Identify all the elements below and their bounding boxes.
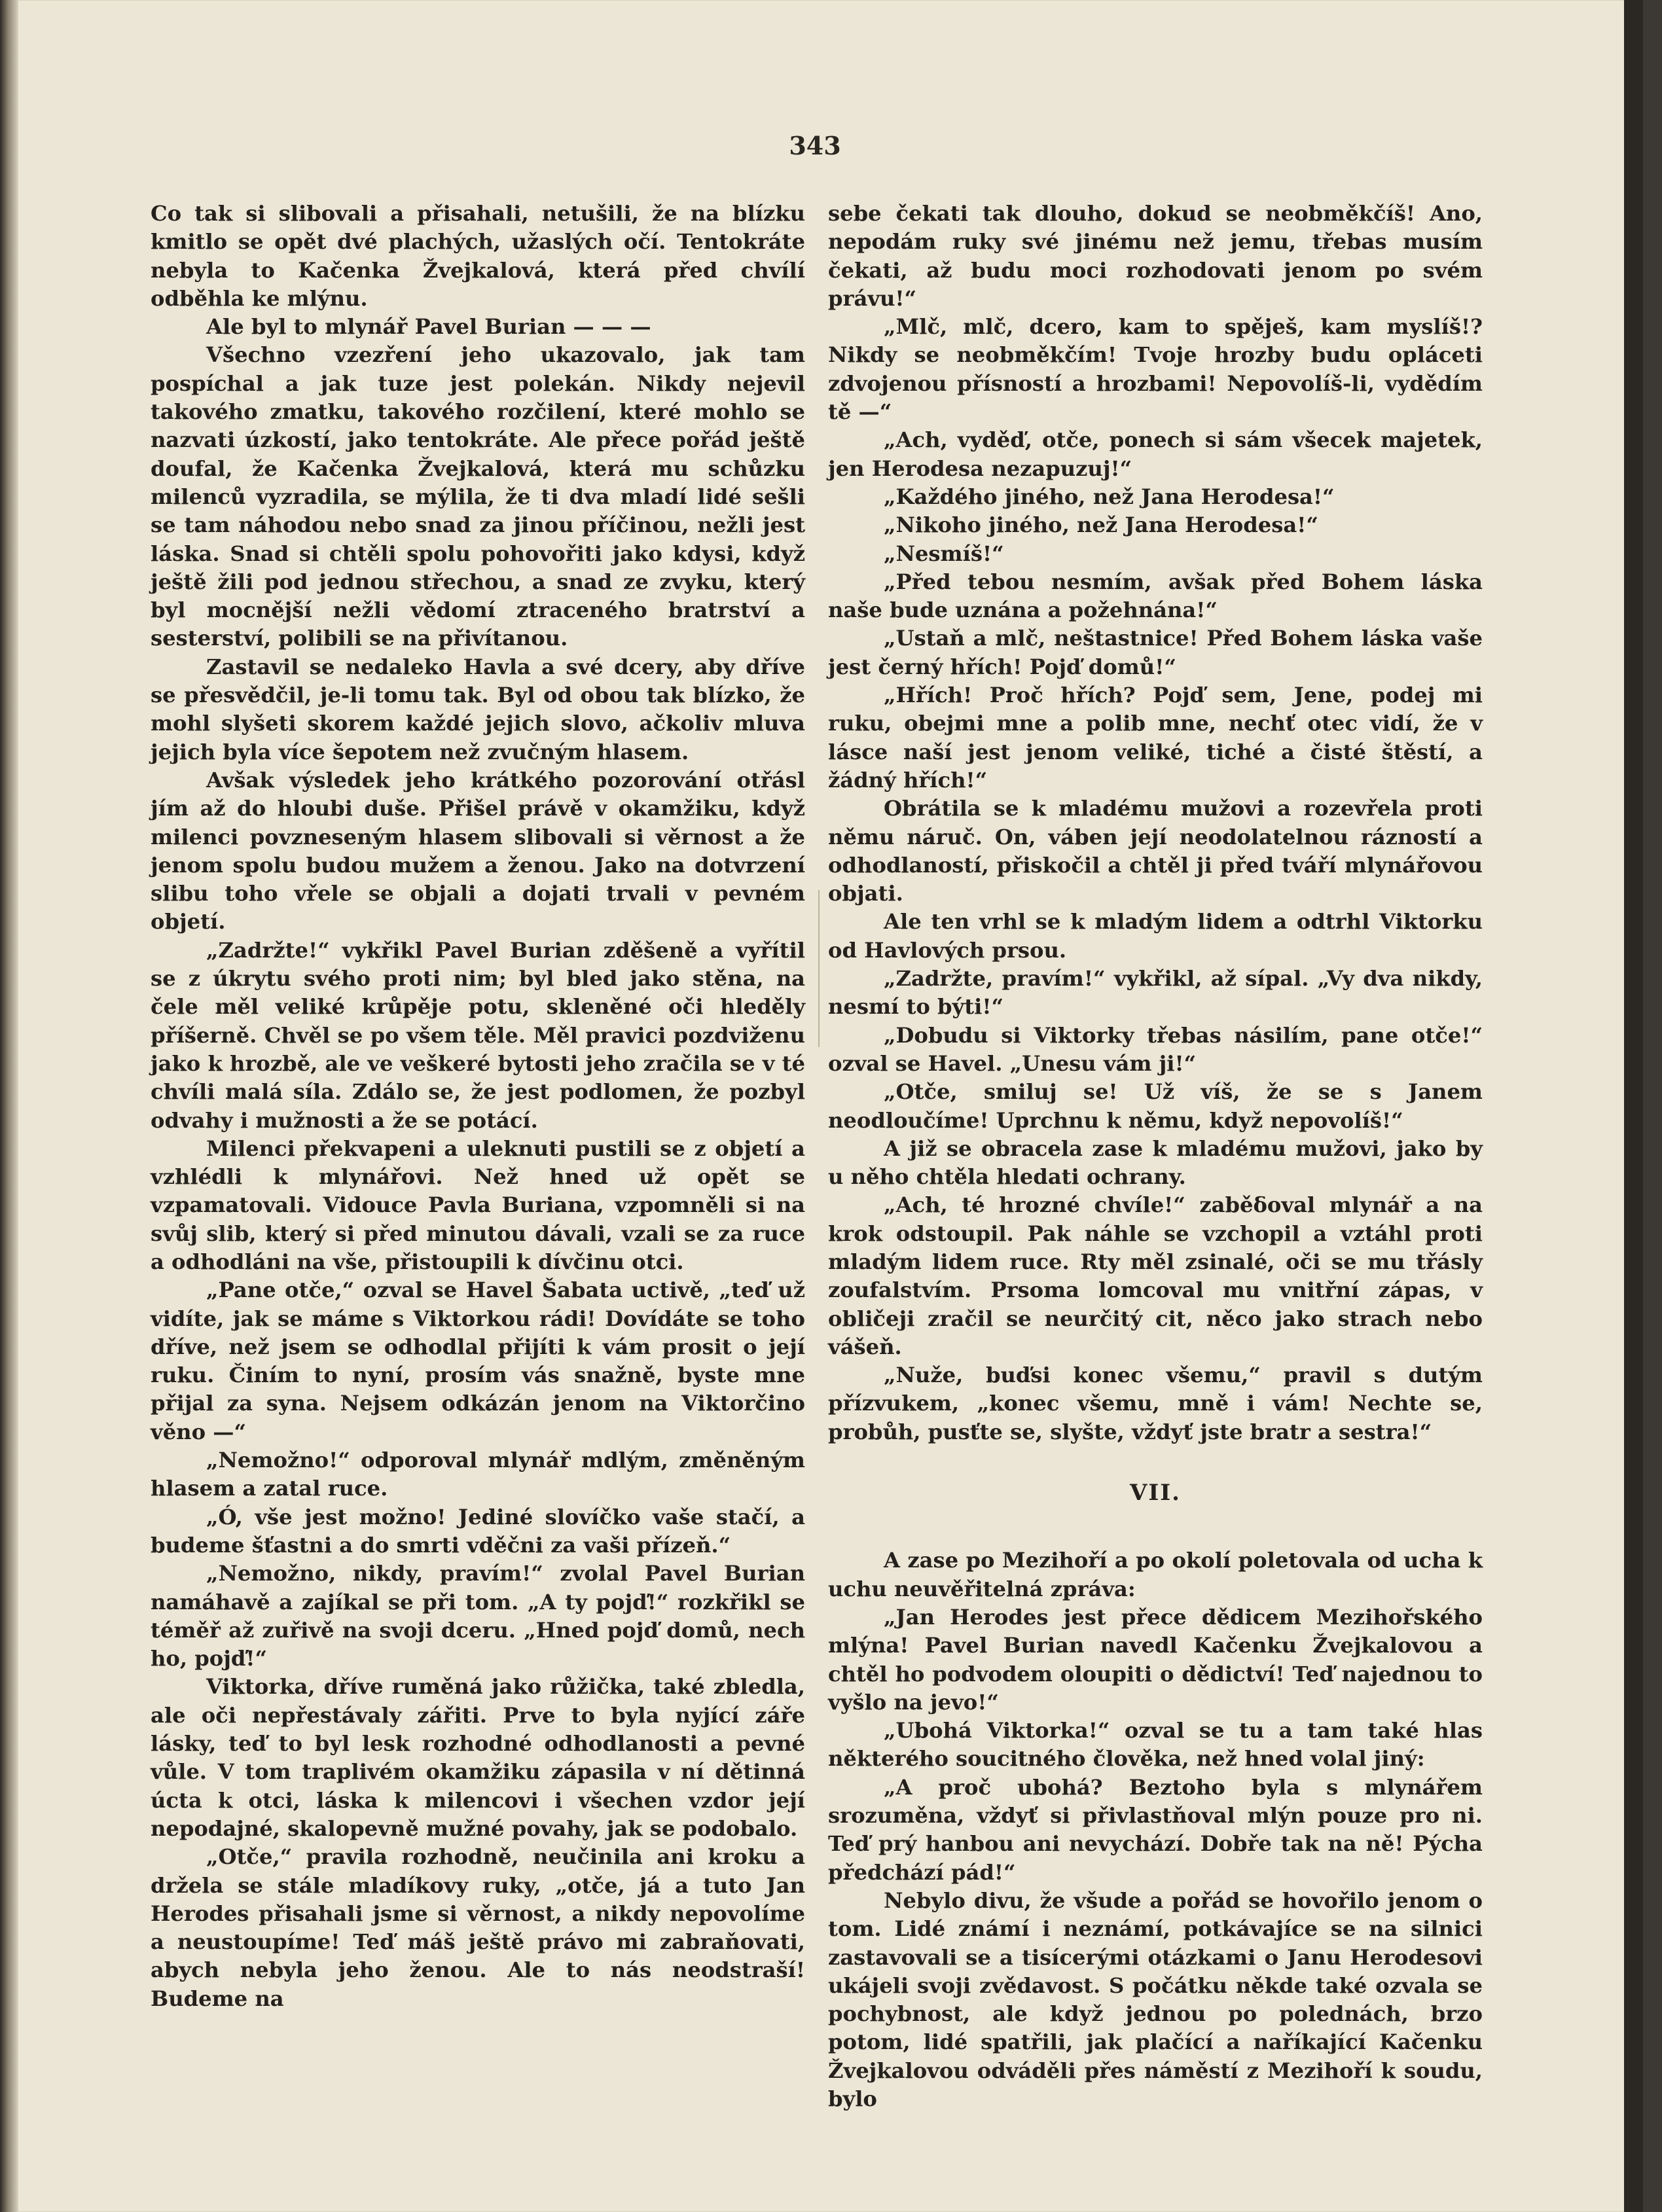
page-edge — [1624, 0, 1643, 2212]
paragraph: „Otče, smiluj se! Už víš, že se s Janem neodloučíme! Uprchnu k němu, když nepovolíš!“ — [828, 1079, 1483, 1133]
paragraph: Milenci překvapeni a uleknuti pustili se z objetí a vzhlédli k mlynářovi. Než hned už opět se vzpamatovali. Vidouce Pavla Buriana, vzpomněli si na svůj slib, který si před minutou dávali, vzali se za ruce a odhodláni na vše, přistoupili k dívčinu otci. — [151, 1135, 805, 1274]
paragraph: Všechno vzezření jeho ukazovalo, jak tam pospíchal a jak tuze jest polekán. Nikdy nejevil takového zmatku, takového rozčilení, které mohlo se nazvati úzkostí, jako tentokráte. Ale přece pořád ještě doufal, že Kačenka Žvejkalová, která mu schůzku milenců vyzradila, se mýlila, že ti dva mladí lidé sešli se tam náhodou nebo snad za jinou příčinou, nežli jest láska. Snad si chtěli spolu pohovořiti jako kdysi, když ještě žili pod jednou střechou, a snad ze zvyku, který byl mocnější nežli vědomí ztraceného bratrství a sesterství, polibili se na přivítanou. — [151, 342, 805, 651]
paragraph: Ale byl to mlynář Pavel Burian — — — — [206, 314, 651, 340]
paragraph: Nebylo divu, že všude a pořád se hovořilo jenom o tom. Lidé známí i neznámí, potkávajíce se na silnici zastavovali se a tisícerými otázkami o Janu Herodesovi ukájeli svoji zvědavost. S počátku někde také ozvala se pochybnost, ale když jednou po polednách, brzo potom, lidé spatřili, jak plačící a naříkající Kačenku Žvejkalovou odváděli přes náměstí z Mezihoří k soudu, bylo — [828, 1887, 1483, 2111]
paragraph: „Otče,“ pravila rozhodně, neučinila ani kroku a držela se stále mladíkovy ruky, „otče, já a tuto Jan Herodes přisahali jsme si věrnost, a nikdy nepovolíme a neustoupíme! Teď máš ještě právo mi zabraňovati, abych nebyla jeho ženou. Ale to nás neodstraší! Budeme na — [151, 1844, 805, 2011]
paragraph: sebe čekati tak dlouho, dokud se neobměkčíš! Ano, nepodám ruky své jinému než jemu, třebas musím čekati, až budu moci rozhodovati jenom po svém právu!“ — [828, 201, 1483, 311]
paragraph: A zase po Mezihoří a po okolí poletovala od ucha k uchu neuvěřitelná zpráva: — [828, 1548, 1483, 1601]
paragraph: „Jan Herodes jest přece dědicem Mezihořského mlýna! Pavel Burian navedl Kačenku Žvejkalovou a chtěl ho podvodem oloupiti o dědictví! Teď najednou to vyšlo na jevo!“ — [828, 1604, 1483, 1715]
page-binding-shadow — [0, 0, 18, 2212]
chapter-heading: VII. — [1129, 1480, 1182, 1507]
paragraph: „Nemožno!“ odporoval mlynář mdlým, změněným hlasem a zatal ruce. — [151, 1448, 805, 1501]
paragraph: Ale ten vrhl se k mladým lidem a odtrhl Viktorku od Havlových prsou. — [828, 909, 1483, 963]
paragraph: „Ó, vše jest možno! Jediné slovíčko vaše stačí, a budeme šťastni a do smrti vděčni za vaši přízeň.“ — [151, 1504, 805, 1558]
paragraph: „Před tebou nesmím, avšak před Bohem láska naše bude uznána a požehnána!“ — [828, 569, 1483, 623]
paragraph: „Ustaň a mlč, neštastnice! Před Bohem láska vaše jest černý hřích! Pojď domů!“ — [828, 626, 1483, 679]
paragraph: „Zadržte, pravím!“ vykřikl, až sípal. „Vy dva nikdy, nesmí to býti!“ — [828, 966, 1483, 1020]
paragraph: „Ubohá Viktorka!“ ozval se tu a tam také hlas některého soucitného člověka, než hned volal jiný: — [828, 1718, 1483, 1772]
paragraph: „Zadržte!“ vykřikl Pavel Burian zděšeně a vyřítil se z úkrytu svého proti nim; byl bled jako stěna, na čele měl veliké krůpěje potu, skleněné oči hleděly příšerně. Chvěl se po všem těle. Měl pravici pozdviženu jako k hrozbě, ale ve veškeré bytosti jeho zračila se v té chvíli malá síla. Zdálo se, že jest podlomen, že pozbyl odvahy i mužnosti a že se potácí. — [151, 937, 805, 1133]
paragraph: Zastavil se nedaleko Havla a své dcery, aby dříve se přesvědčil, je-li tomu tak. Byl od obou tak blízko, že mohl slyšeti skorem každé jejich slovo, ačkoliv mluva jejich byla více šepotem než zvučným hlasem. — [151, 654, 805, 764]
paragraph: Obrátila se k mladému mužovi a rozevřela proti němu náruč. On, váben její neodolatelnou rázností a odhodlaností, přiskočil a chtěl ji před tváří mlynářovou objati. — [828, 796, 1483, 906]
left-column — [151, 200, 805, 2013]
right-column — [828, 200, 1483, 2113]
page-number: 343 — [789, 131, 841, 160]
paragraph: „Dobudu si Viktorky třebas násilím, pane otče!“ ozval se Havel. „Unesu vám ji!“ — [828, 1022, 1483, 1076]
paragraph: „Nuže, buďsi konec všemu,“ pravil s dutým přízvukem, „konec všemu, mně i vám! Nechte se, probůh, pusťte se, slyšte, vždyť jste bratr a sestra!“ — [828, 1363, 1483, 1444]
paragraph: „A proč ubohá? Beztoho byla s mlynářem srozuměna, vždyť si přivlastňoval mlýn pouze pro ni. Teď prý hanbou ani nevychází. Dobře tak na ně! Pýcha předchází pád!“ — [828, 1774, 1483, 1885]
paragraph: „Hřích! Proč hřích? Pojď sem, Jene, podej mi ruku, obejmi mne a polib mne, nechť otec vidí, že v lásce naší jest jenom veliké, tiché a čisté štěstí, a žádný hřích!“ — [828, 683, 1483, 793]
paragraph: „Ach, té hrozné chvíle!“ zaběδoval mlynář a na krok odstoupil. Pak náhle se vzchopil a vztáhl proti mladým lidem ruce. Rty měl zsinalé, oči se mu třásly zoufalstvím. Prsoma lomcoval mu vnitřní zápas, v obličeji zračil se neurčitý cit, něco jako strach nebo vášeň. — [828, 1192, 1483, 1359]
paragraph: „Mlč, mlč, dcero, kam to spěješ, kam myslíš!? Nikdy se neobměkčím! Tvoje hrozby budu opláceti zdvojenou přísností a hrozbami! Nepovolíš-li, vydědím tě —“ — [828, 314, 1483, 425]
paragraph: A již se obracela zase k mladému mužovi, jako by u něho chtěla hledati ochrany. — [828, 1135, 1483, 1190]
paragraph: „Každého jiného, než Jana Herodesa!“ — [884, 484, 1335, 509]
paragraph: Co tak si slibovali a přisahali, netušili, že na blízku kmitlo se opět dvé plachých, užaslých očí. Tentokráte nebyla to Kačenka Žvejkalová, která před chvílí odběhla ke mlýnu. — [151, 201, 805, 311]
paragraph: Avšak výsledek jeho krátkého pozorování otřásl jím až do hloubi duše. Přišel právě v okamžiku, když milenci povzneseným hlasem slibovali si věrnost a že jenom spolu budou mužem a ženou. Jako na dotvrzení slibu toho vřele se objali a dojati trvali v pevném objetí. — [151, 767, 805, 935]
paragraph: „Nemožno, nikdy, pravím!“ zvolal Pavel Burian namáhavě a zajíkal se při tom. „A ty pojď!“ rozkřikl se téměř až zuřivě na svoji dceru. „Hned pojď domů, nech ho, pojď!“ — [151, 1561, 805, 1671]
paragraph: „Ach, vyděď, otče, ponech si sám všecek majetek, jen Herodesa nezapuzuj!“ — [828, 427, 1483, 481]
paragraph: „Nesmíš!“ — [884, 541, 1004, 566]
paragraph: Viktorka, dříve ruměná jako růžička, také zbledla, ale oči nepřestávaly zářiti. Prve to byla nyjící záře lásky, teď to byl lesk rozhodné odhodlanosti a pevné vůle. V tom traplivém okamžiku zápasila v ní dětinná úcta k otci, láska k milencovi i všechen vzdor její nepodajné, skalopevně mužné povahy, jak se podobalo. — [151, 1674, 805, 1841]
paragraph: „Pane otče,“ ozval se Havel Šabata uctivě, „teď už vidíte, jak se máme s Viktorkou rádi! Dovídáte se toho dříve, než jsem se odhodlal přijíti k vám prosit o její ruku. Činím to nyní, prosím vás snažně, byste mne přijal za syna. Nejsem odkázán jenom na Viktorčino věno —“ — [151, 1277, 805, 1444]
paragraph: „Nikoho jiného, než Jana Herodesa!“ — [884, 512, 1318, 538]
column-divider-mark — [818, 890, 820, 1047]
